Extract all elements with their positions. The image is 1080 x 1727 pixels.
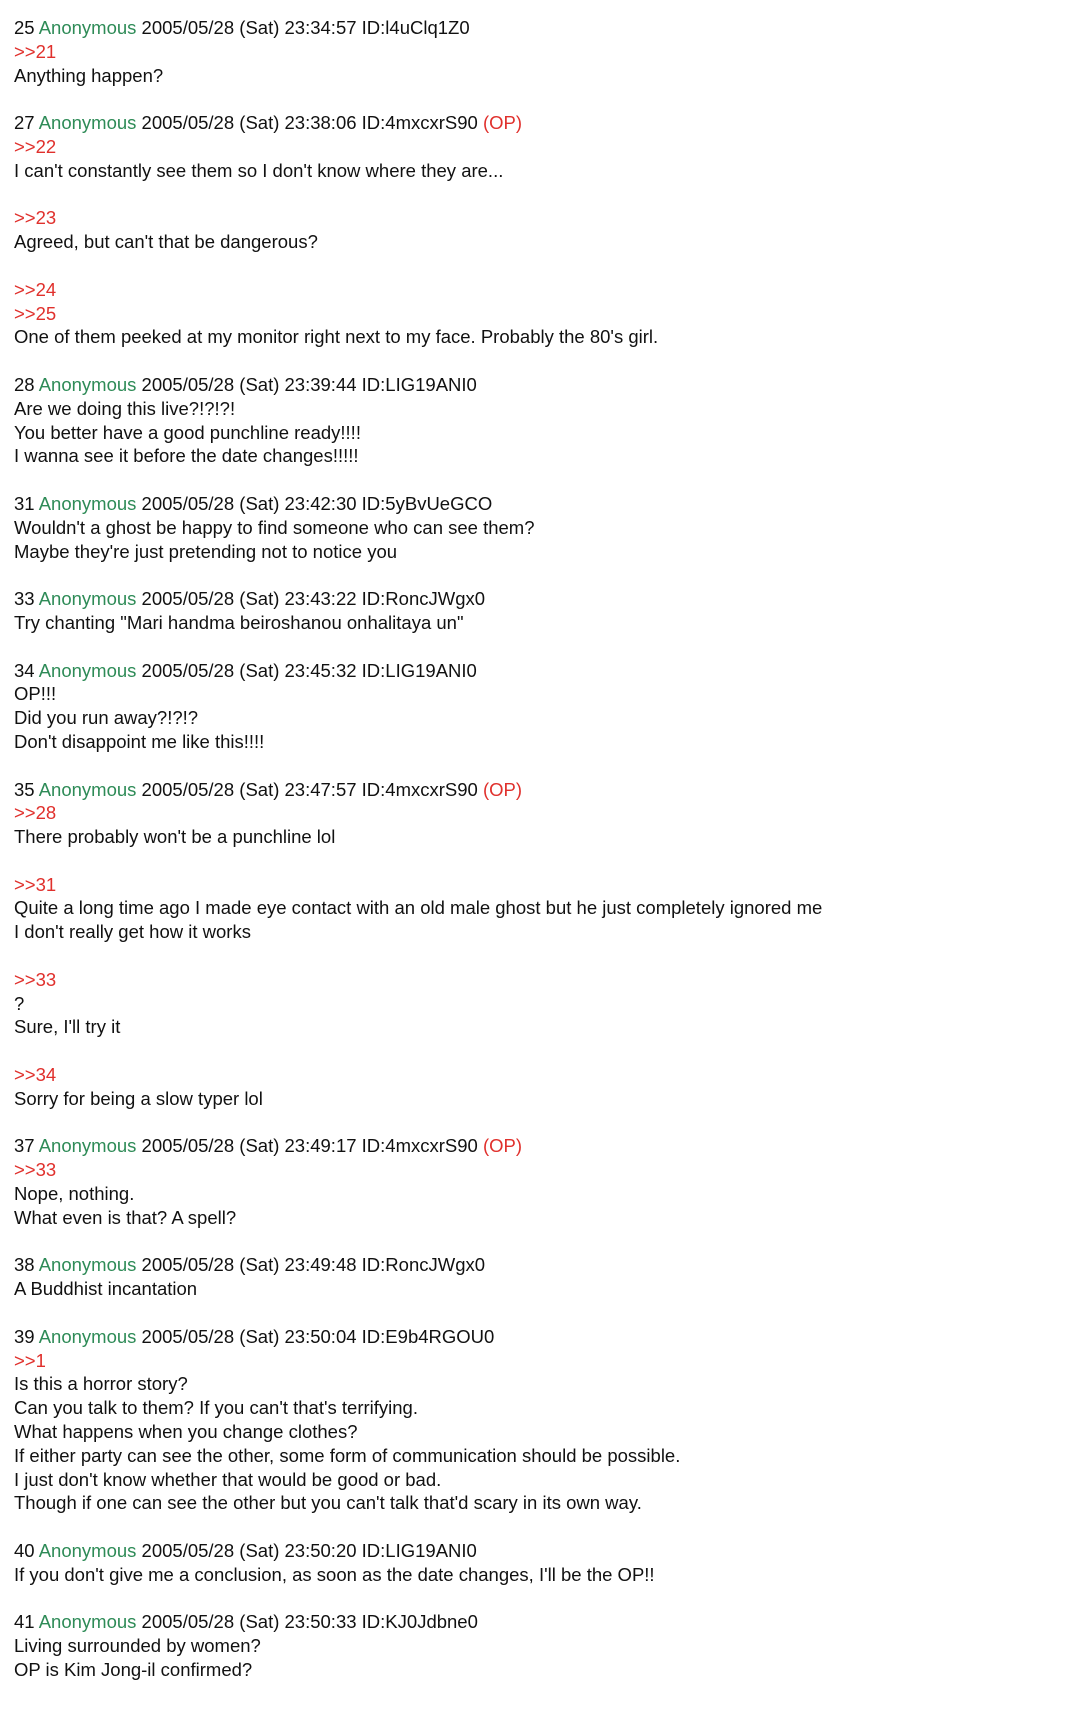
poster-id: ID:E9b4RGOU0 (361, 1325, 495, 1347)
post (14, 778, 1080, 1111)
post-text-line: A Buddhist incantation (14, 1278, 198, 1300)
poster-id: ID:LIG19ANI0 (361, 1540, 477, 1561)
post-number: 37 (14, 1135, 35, 1157)
post-header (14, 1325, 1080, 1349)
post-text-line: Though if one can see the other but you can't talk that'd scary in its own way. (14, 1492, 642, 1514)
post-body (14, 1158, 1080, 1229)
poster-name: Anonymous (38, 778, 137, 800)
post-header (14, 373, 1080, 397)
reply-link[interactable]: >>21 (14, 40, 57, 62)
reply-segment (14, 682, 1080, 753)
post-text-line: Sure, I'll try it (14, 1016, 121, 1038)
post-text-line: What even is that? A spell? (14, 1206, 237, 1228)
post-date: 2005/05/28 (Sat) 23:49:17 (141, 1135, 357, 1157)
reply-link[interactable]: >>34 (14, 1064, 57, 1086)
reply-segment (14, 1063, 1080, 1111)
post (14, 1539, 1080, 1587)
poster-id: ID:4mxcxrS90 (361, 1135, 478, 1157)
post-text-line: Sorry for being a slow typer lol (14, 1087, 263, 1109)
post (14, 587, 1080, 635)
poster-name: Anonymous (38, 1254, 137, 1276)
post-body (14, 516, 1080, 564)
post-body (14, 40, 1080, 88)
post-number: 40 (14, 1540, 35, 1561)
reply-segment (14, 801, 1080, 849)
post-body (14, 1634, 1080, 1682)
post (14, 373, 1080, 468)
poster-id: ID:LIG19ANI0 (361, 659, 477, 681)
reply-segment (14, 968, 1080, 1039)
post-text-line: Living surrounded by women? (14, 1635, 261, 1657)
post-body (14, 682, 1080, 753)
post-text-line: I don't really get how it works (14, 921, 251, 943)
post-text-line: Don't disappoint me like this!!!! (14, 730, 265, 752)
post-text-line: OP is Kim Jong-il confirmed? (14, 1658, 253, 1680)
post (14, 111, 1080, 349)
poster-name: Anonymous (38, 659, 137, 681)
poster-name: Anonymous (38, 588, 137, 610)
post-text-line: One of them peeked at my monitor right next to my face. Probably the 80's girl. (14, 326, 659, 348)
poster-id: ID:RoncJWgx0 (361, 588, 486, 610)
post-text-line: Is this a horror story? (14, 1373, 188, 1395)
post-body (14, 801, 1080, 1110)
reply-link[interactable]: >>23 (14, 207, 57, 229)
reply-segment (14, 1349, 1080, 1516)
reply-link[interactable]: >>24 (14, 278, 57, 300)
reply-segment (14, 135, 1080, 183)
post (14, 1325, 1080, 1515)
reply-segment (14, 1634, 1080, 1682)
reply-link[interactable]: >>28 (14, 802, 57, 824)
reply-link[interactable]: >>33 (14, 968, 57, 990)
reply-segment (14, 873, 1080, 944)
poster-id: ID:RoncJWgx0 (361, 1254, 486, 1276)
post-date: 2005/05/28 (Sat) 23:49:48 (141, 1254, 357, 1276)
poster-name: Anonymous (38, 112, 137, 134)
reply-segment (14, 516, 1080, 564)
post-header (14, 778, 1080, 802)
poster-name: Anonymous (38, 1135, 137, 1157)
post-text-line: Quite a long time ago I made eye contact with an old male ghost but he just completely ignored me (14, 897, 823, 919)
post-text-line: I can't constantly see them so I don't know where they are... (14, 159, 504, 181)
op-badge: (OP) (482, 112, 523, 134)
post-text-line: Anything happen? (14, 64, 164, 86)
post-date: 2005/05/28 (Sat) 23:50:04 (141, 1325, 357, 1347)
post (14, 1253, 1080, 1301)
reply-link[interactable]: >>1 (14, 1349, 46, 1371)
post-text-line: I just don't know whether that would be good or bad. (14, 1468, 442, 1490)
post-date: 2005/05/28 (Sat) 23:42:30 (141, 492, 357, 514)
post-header (14, 1253, 1080, 1277)
reply-segment (14, 397, 1080, 468)
poster-name: Anonymous (38, 373, 137, 395)
post-text-line: Maybe they're just pretending not to notice you (14, 540, 398, 562)
post-date: 2005/05/28 (Sat) 23:34:57 (141, 17, 357, 38)
op-badge: (OP) (482, 778, 523, 800)
post-header (14, 1610, 1080, 1634)
post-date: 2005/05/28 (Sat) 23:45:32 (141, 659, 357, 681)
post-header (14, 492, 1080, 516)
post-body (14, 1277, 1080, 1301)
poster-name: Anonymous (38, 1325, 137, 1347)
post-text-line: You better have a good punchline ready!!!! (14, 421, 361, 443)
reply-segment (14, 1158, 1080, 1229)
poster-id: ID:LIG19ANI0 (361, 373, 477, 395)
reply-segment (14, 1563, 1080, 1587)
poster-id: ID:4mxcxrS90 (361, 778, 478, 800)
reply-segment (14, 611, 1080, 635)
op-badge: (OP) (482, 1135, 523, 1157)
reply-link[interactable]: >>25 (14, 302, 57, 324)
reply-link[interactable]: >>33 (14, 1159, 57, 1181)
post-date: 2005/05/28 (Sat) 23:38:06 (141, 112, 357, 134)
post-header (14, 587, 1080, 611)
post-date: 2005/05/28 (Sat) 23:50:20 (141, 1540, 357, 1561)
poster-id: ID:KJ0Jdbne0 (361, 1611, 478, 1633)
reply-link[interactable]: >>22 (14, 135, 57, 157)
post-text-line: I wanna see it before the date changes!!!!! (14, 445, 359, 467)
post (14, 492, 1080, 563)
post-text-line: ? (14, 992, 25, 1014)
post-number: 27 (14, 112, 35, 134)
post-text-line: Wouldn't a ghost be happy to find someone who can see them? (14, 516, 535, 538)
reply-segment (14, 1277, 1080, 1301)
post-header (14, 1539, 1080, 1563)
reply-segment (14, 278, 1080, 349)
poster-id: ID:l4uClq1Z0 (361, 17, 470, 38)
post-date: 2005/05/28 (Sat) 23:50:33 (141, 1611, 357, 1633)
post-text-line: If you don't give me a conclusion, as soon as the date changes, I'll be the OP!! (14, 1563, 655, 1585)
poster-name: Anonymous (38, 17, 137, 38)
post-header (14, 659, 1080, 683)
post-body (14, 1349, 1080, 1516)
post-text-line: Can you talk to them? If you can't that's terrifying. (14, 1397, 418, 1419)
poster-name: Anonymous (38, 1540, 137, 1561)
reply-link[interactable]: >>31 (14, 873, 57, 895)
poster-id: ID:4mxcxrS90 (361, 112, 478, 134)
post-header (14, 1134, 1080, 1158)
post-text-line: Did you run away?!?!? (14, 707, 199, 729)
poster-name: Anonymous (38, 1611, 137, 1633)
post-number: 35 (14, 778, 35, 800)
post-body (14, 611, 1080, 635)
post-number: 25 (14, 17, 35, 38)
post-text-line: Agreed, but can't that be dangerous? (14, 231, 318, 253)
post-text-line: Are we doing this live?!?!?! (14, 397, 236, 419)
post-date: 2005/05/28 (Sat) 23:43:22 (141, 588, 357, 610)
post (14, 659, 1080, 754)
post-number: 28 (14, 373, 35, 395)
post-text-line: Nope, nothing. (14, 1183, 135, 1205)
post-text-line: There probably won't be a punchline lol (14, 826, 336, 848)
post-number: 34 (14, 659, 35, 681)
post-number: 33 (14, 588, 35, 610)
reply-segment (14, 206, 1080, 254)
post-number: 31 (14, 492, 35, 514)
reply-segment (14, 40, 1080, 88)
poster-id: ID:5yBvUeGCO (361, 492, 493, 514)
post (14, 1134, 1080, 1229)
post-number: 38 (14, 1254, 35, 1276)
post-text-line: Try chanting "Mari handma beiroshanou onhalitaya un" (14, 611, 464, 633)
post-body (14, 397, 1080, 468)
post-date: 2005/05/28 (Sat) 23:39:44 (141, 373, 357, 395)
post-body (14, 135, 1080, 349)
post (14, 16, 1080, 87)
post-text-line: If either party can see the other, some form of communication should be possible. (14, 1444, 681, 1466)
post-text-line: What happens when you change clothes? (14, 1421, 358, 1443)
poster-name: Anonymous (38, 492, 137, 514)
post-text-line: OP!!! (14, 683, 57, 705)
post-body (14, 1563, 1080, 1587)
post-number: 39 (14, 1325, 35, 1347)
post-header (14, 16, 1080, 40)
post-number: 41 (14, 1611, 35, 1633)
post-date: 2005/05/28 (Sat) 23:47:57 (141, 778, 357, 800)
post (14, 1610, 1080, 1681)
post-header (14, 111, 1080, 135)
